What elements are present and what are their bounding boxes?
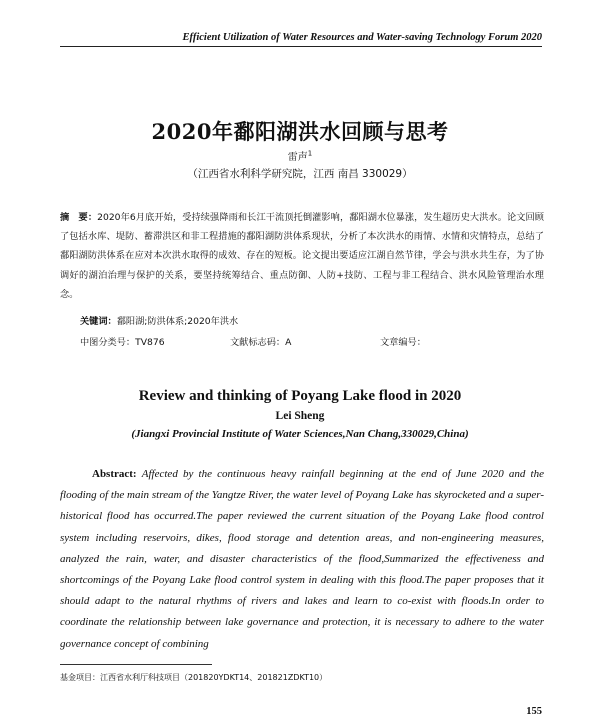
- chinese-abstract-label: 摘 要：: [60, 212, 98, 223]
- english-title: Review and thinking of Poyang Lake flood in 2020: [138, 388, 462, 404]
- clc-value: TV876: [135, 337, 165, 348]
- chinese-keywords: [80, 313, 238, 327]
- page-number: 155: [526, 706, 542, 717]
- article-no-label: 文章编号：: [380, 337, 426, 348]
- english-abstract-label: Abstract:: [92, 468, 137, 480]
- header-rule: [60, 46, 542, 47]
- keywords-label: 关键词：: [80, 316, 117, 327]
- doc-code-label: 文献标志码：: [230, 337, 286, 348]
- footnote-rule: [60, 664, 212, 665]
- english-abstract-text: Affected by the continuous heavy rainfall beginning at the end of June 2020 and the flooding of the main stream of the Yangtze River, the water level of Poyang Lake has skyrocketed and a super-historical flood has occurred.The paper reviewed the current situation of the Poyang Lake flood control system including reservoirs, dikes, flood storage and detention areas, and non-engineering measures, analyzed the rain, water, and disaster characteristics of the flood,Summarized the effectiveness and shortcomings of the Poyang Lake flood control system in dealing with this flood.The paper proposes that it should adapt to the natural rhythms of rivers and lakes and learn to co-exist with floods.In order to coordinate the relationship between lake governance and protection, it is necessary to adhere to the water governance concept of combining: [60, 468, 544, 650]
- article-number: [380, 334, 426, 348]
- classification-row: [80, 334, 540, 348]
- document-code: [230, 334, 291, 348]
- author-name: 雷声: [287, 152, 308, 163]
- english-author: Lei Sheng: [275, 410, 325, 422]
- english-affiliation: (Jiangxi Provincial Institute of Water Sciences,Nan Chang,330029,China): [131, 428, 469, 440]
- chinese-title: 2020年鄱阳湖洪水回顾与思考: [151, 119, 449, 144]
- funding-footnote: 基金项目：江西省水利厅科技项目（201820YDKT14、201821ZDKT10）: [60, 673, 328, 682]
- author-affiliation-mark: 1: [307, 149, 313, 158]
- chinese-author: [0, 148, 600, 163]
- clc-number: [80, 334, 165, 348]
- chinese-affiliation: （江西省水利科学研究院，江西 南昌 330029）: [187, 168, 413, 180]
- running-header: Efficient Utilization of Water Resources and Water-saving Technology Forum 2020: [182, 32, 542, 43]
- chinese-abstract: [60, 208, 544, 304]
- english-abstract: [60, 464, 544, 655]
- keywords-value: 鄱阳湖;防洪体系;2020年洪水: [116, 316, 239, 327]
- clc-label: 中图分类号：: [80, 337, 136, 348]
- chinese-abstract-text: 2020年6月底开始，受持续强降雨和长江干流顶托倒灌影响，鄱阳湖水位暴涨，发生超历史大洪水。论文回顾了包括水库、堤防、蓄滞洪区和非工程措施的鄱阳湖防洪体系现状，分析了本次洪水的雨情、水情和灾情特点，总结了鄱阳湖防洪体系在应对本次洪水取得的成效、存在的短板。论文提出要适应江湖自然节律，学会与洪水共生存，为了协调好的湖泊治理与保护的关系，要坚持统筹结合、重点防御、人防+技防、工程与非工程结合、洪水风险管理治水理念。: [60, 212, 544, 300]
- doc-code-value: A: [285, 337, 292, 348]
